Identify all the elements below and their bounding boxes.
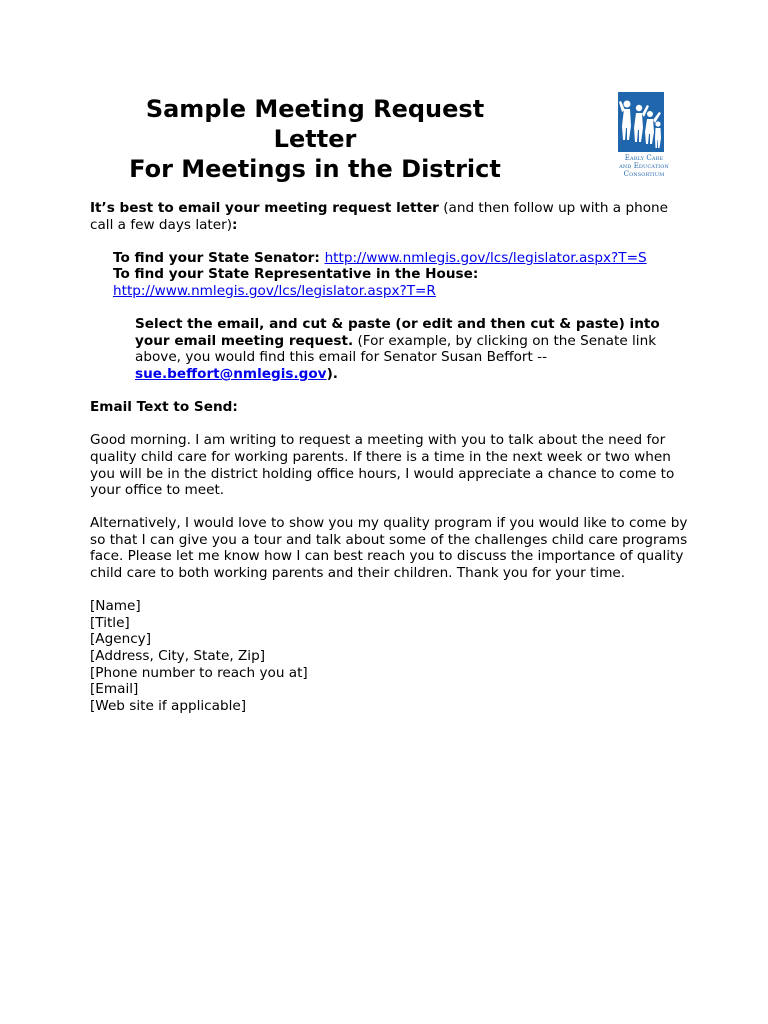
document-body [90, 200, 690, 714]
senator-link[interactable]: http://www.nmlegis.gov/lcs/legislator.aspx?T=S [324, 249, 647, 266]
email-text-heading: Email Text to Send: [90, 399, 238, 416]
senator-line [90, 250, 690, 267]
intro-end: : [232, 216, 238, 233]
senator-label: To find your State Senator: [113, 249, 325, 266]
title-line-3: For Meetings in the District [129, 155, 501, 183]
signature-line: [Email] [90, 681, 139, 698]
representative-label: To find your State Representative in the House: [113, 266, 479, 283]
body-paragraph-1: Good morning. I am writing to request a meeting with you to talk about the need for quality child care for working parents. If there is a time in the next week or two when you will be in the district holding office hours, I would appreciate a chance to come to your office to meet. [90, 432, 675, 499]
signature-line: [Agency] [90, 631, 152, 648]
signature-line: [Phone number to reach you at] [90, 664, 308, 681]
instruction-normal: (For example, by clicking on the Senate link above, you would find this email for Senator Susan Beffort -- [135, 332, 657, 366]
email-link[interactable]: sue.beffort@nmlegis.gov [135, 365, 327, 382]
logo-text [604, 154, 684, 178]
title-line-2: Letter [273, 125, 357, 153]
instruction-bold: Select the email, and cut & paste (or edit and then cut & paste) into your email meeting request. [135, 316, 660, 349]
signature-line: [Name] [90, 598, 141, 615]
intro-normal: (and then follow up with a phone call a few days later) [90, 200, 668, 233]
logo-text-line: Consortium [623, 170, 665, 178]
consortium-logo [604, 92, 684, 186]
signature-line: [Title] [90, 614, 130, 631]
intro-bold: It’s best to email your meeting request letter [90, 200, 439, 216]
document-title [100, 94, 530, 183]
signature-block [90, 598, 690, 714]
representative-line [90, 283, 690, 300]
people-figures-icon [618, 92, 664, 152]
instruction-paragraph [90, 316, 690, 382]
representative-link[interactable]: http://www.nmlegis.gov/lcs/legislator.aspx?T=R [113, 282, 436, 299]
logo-text-line: and Education [619, 162, 669, 170]
title-line-1: Sample Meeting Request [145, 95, 485, 123]
intro-paragraph [90, 200, 690, 233]
logo-text-line: Early Care [624, 154, 664, 162]
signature-line: [Web site if applicable] [90, 697, 247, 714]
signature-line: [Address, City, State, Zip] [90, 648, 266, 665]
body-paragraph-2: Alternatively, I would love to show you my quality program if you would like to come by so that I can give you a tour and talk about some of the challenges child care programs face. Please let me know how I can best reach you to discuss the importance of quality child care to both working parents and their children. Thank you for your time. [90, 515, 688, 582]
instruction-end: ). [326, 365, 338, 382]
